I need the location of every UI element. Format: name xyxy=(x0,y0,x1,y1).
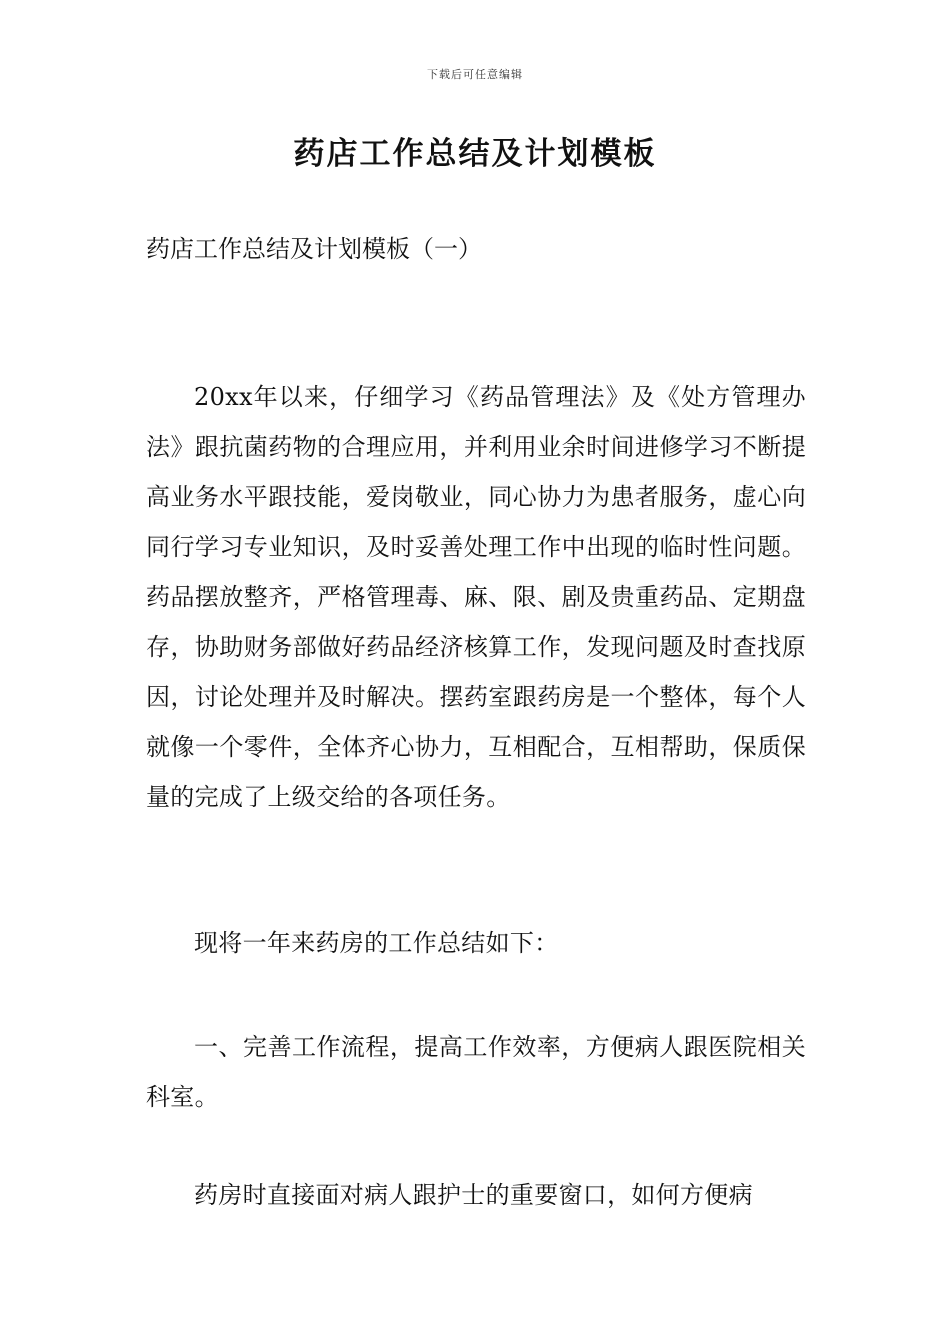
document-title: 药店工作总结及计划模板 xyxy=(293,136,657,172)
body-paragraph-pharmacy-window: 药房时直接面对病人跟护士的重要窗口，如何方便病 xyxy=(194,1181,753,1209)
section-subtitle: 药店工作总结及计划模板（一） xyxy=(146,235,482,263)
header-note: 下载后可任意编辑 xyxy=(427,68,523,81)
body-paragraph-section-one-heading: 一、完善工作流程，提高工作效率，方便病人跟医院相关科室。 xyxy=(146,1033,806,1111)
body-paragraph-intro: 20xx年以来，仔细学习《药品管理法》及《处方管理办法》跟抗菌药物的合理应用，并利用业余时间进修学习不断提高业务水平跟技能，爱岗敬业，同心协力为患者服务，虚心向同行学习专业知识，及时妥善处理工作中出现的临时性问题。药品摆放整齐，严格管理毒、麻、限、剧及贵重药品、定期盘存，协助财务部做好药品经济核算工作，发现问题及时查找原因，讨论处理并及时解决。摆药室跟药房是一个整体，每个人就像一个零件，全体齐心协力，互相配合，互相帮助，保质保量的完成了上级交给的各项任务。 xyxy=(146,383,806,811)
body-paragraph-summary-lead: 现将一年来药房的工作总结如下： xyxy=(194,929,559,957)
